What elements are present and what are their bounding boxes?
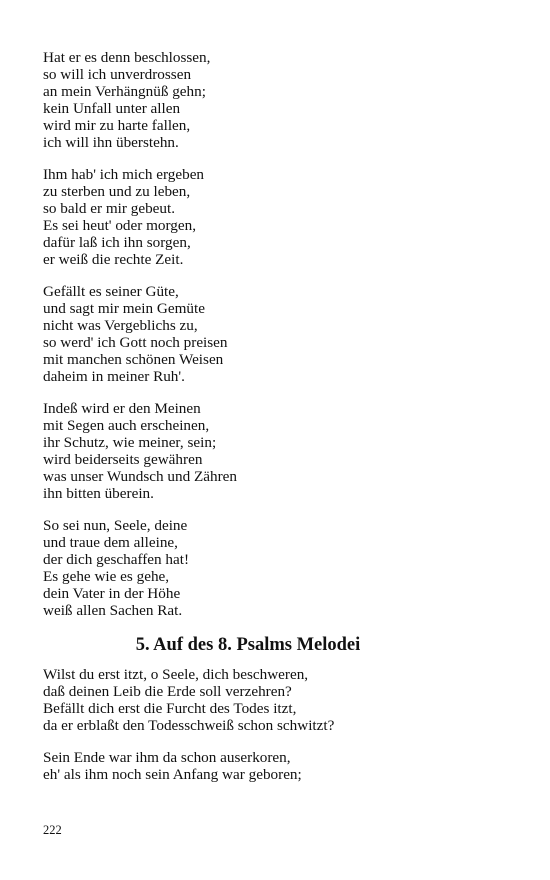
- verse-line: wird mir zu harte fallen,: [43, 117, 191, 134]
- verse-line: so werd' ich Gott noch preisen: [43, 334, 228, 351]
- verse-line: dein Vater in der Höhe: [43, 585, 181, 602]
- stanza: [43, 283, 513, 385]
- verse-line: ihr Schutz, wie meiner, sein;: [43, 434, 217, 451]
- verse-line: der dich geschaffen hat!: [43, 551, 190, 568]
- verse-line: daß deinen Leib die Erde soll verzehren?: [43, 683, 292, 700]
- verse-line: ich will ihn überstehn.: [43, 134, 179, 151]
- verse-line: Sein Ende war ihm da schon auserkoren,: [43, 749, 291, 766]
- verse-line: Ihm hab' ich mich ergeben: [43, 166, 205, 183]
- verse-line: daheim in meiner Ruh'.: [43, 368, 185, 385]
- section-heading: 5. Auf des 8. Psalms Melodei: [135, 635, 361, 655]
- verse-line: kein Unfall unter allen: [43, 100, 181, 117]
- verse-line: So sei nun, Seele, deine: [43, 517, 188, 534]
- verse-line: Indeß wird er den Meinen: [43, 400, 201, 417]
- verse-line: Gefällt es seiner Güte,: [43, 283, 179, 300]
- verse-line: an mein Verhängnüß gehn;: [43, 83, 206, 100]
- poem-part-1: [43, 49, 513, 619]
- page-content: [43, 49, 513, 798]
- verse-line: wird beiderseits gewähren: [43, 451, 203, 468]
- verse-line: Wilst du erst itzt, o Seele, dich beschweren,: [43, 666, 309, 683]
- verse-line: zu sterben und zu leben,: [43, 183, 191, 200]
- verse-line: und traue dem alleine,: [43, 534, 178, 551]
- verse-line: mit manchen schönen Weisen: [43, 351, 224, 368]
- verse-line: Es gehe wie es gehe,: [43, 568, 170, 585]
- stanza: [43, 400, 513, 502]
- stanza: [43, 49, 513, 151]
- verse-line: dafür laß ich ihn sorgen,: [43, 234, 191, 251]
- stanza: [43, 666, 513, 734]
- verse-line: und sagt mir mein Gemüte: [43, 300, 205, 317]
- verse-line: da er erblaßt den Todesschweiß schon schwitzt?: [43, 717, 335, 734]
- verse-line: ihn bitten überein.: [43, 485, 154, 502]
- verse-line: er weiß die rechte Zeit.: [43, 251, 184, 268]
- verse-line: eh' als ihm noch sein Anfang war geboren;: [43, 766, 302, 783]
- poem-part-2: [43, 666, 513, 783]
- verse-line: was unser Wundsch und Zähren: [43, 468, 237, 485]
- stanza: [43, 517, 513, 619]
- stanza: [43, 749, 513, 783]
- verse-line: Es sei heut' oder morgen,: [43, 217, 197, 234]
- verse-line: Hat er es denn beschlossen,: [43, 49, 211, 66]
- verse-line: nicht was Vergeblichs zu,: [43, 317, 198, 334]
- verse-line: so bald er mir gebeut.: [43, 200, 176, 217]
- page-number: 222: [43, 823, 62, 837]
- verse-line: mit Segen auch erscheinen,: [43, 417, 210, 434]
- stanza: [43, 166, 513, 268]
- verse-line: weiß allen Sachen Rat.: [43, 602, 183, 619]
- verse-line: Befällt dich erst die Furcht des Todes itzt,: [43, 700, 297, 717]
- verse-line: so will ich unverdrossen: [43, 66, 192, 83]
